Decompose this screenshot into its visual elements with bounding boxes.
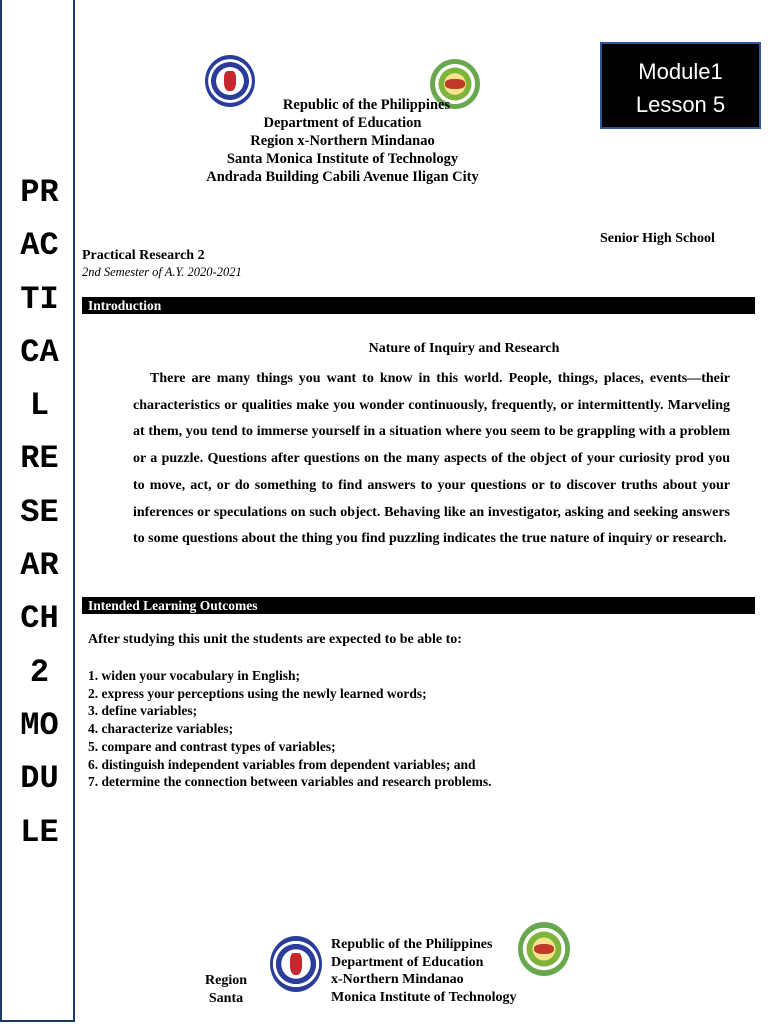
introduction-paragraph: There are many things you want to know in this world. People, things, places, events—their characteristics or qualities make you wonder continuously, frequently, or intermittently. Marveling at them, you tend to immerse yourself in a situation where you seem to be grappling with a problem or a puzzle. Questions after questions on the many aspects of the object of your curiosity prod you to move, act, or do something to find answers to your questions or to discover truths about your inferences or speculations on such object. Behaving like an investigator, asking and seeking answers to some questions about the thing you find puzzling indicates the true nature of inquiry or research. (133, 371, 730, 547)
vertical-title-line: TI (20, 280, 59, 318)
senior-high-label: Senior High School (600, 231, 715, 246)
introduction-title-text: Nature of Inquiry and Research (368, 341, 560, 356)
letterhead-department: Department of Education (263, 115, 422, 131)
list-item: 7. determine the connection between variables and research problems. (88, 774, 492, 790)
list-item: 1. widen your vocabulary in English; (88, 668, 301, 683)
footer-region: Region (205, 973, 247, 988)
letterhead-republic: Republic of the Philippines (282, 97, 451, 113)
vertical-title (2, 166, 77, 859)
outcomes-lead: After studying this unit the students are expected to be able to: (88, 632, 462, 647)
vertical-title-line: AR (20, 547, 59, 585)
footer-school-seal-icon (518, 922, 570, 976)
introduction-heading: Introduction (82, 297, 755, 314)
list-item: 6. distinguish independent variables from dependent variables; and (88, 756, 476, 772)
footer-republic: Republic of the Philippines (331, 937, 493, 952)
footer-right-text (331, 936, 517, 1006)
vertical-title-line: RE (20, 440, 59, 478)
footer-santa: Santa (208, 990, 244, 1006)
vertical-title-line: AC (20, 227, 59, 265)
vertical-title-line: SE (20, 493, 59, 531)
footer-left-text (196, 972, 256, 1007)
semester-label: 2nd Semester of A.Y. 2020-2021 (82, 265, 242, 279)
letterhead (150, 96, 535, 186)
lesson-label: Lesson 5 (635, 92, 726, 117)
vertical-title-line: PR (20, 174, 59, 211)
list-item: 2. express your perceptions using the newly learned words; (88, 685, 427, 701)
footer-deped-seal-icon (270, 936, 322, 992)
subject-title: Practical Research 2 (82, 248, 205, 263)
vertical-title-line: DU (20, 760, 59, 798)
letterhead-region: Region x-Northern Mindanao (250, 133, 435, 149)
list-item: 3. define variables; (88, 703, 198, 719)
letterhead-address: Andrada Building Cabili Avenue Iligan City (206, 169, 479, 185)
vertical-title-line: 2 (29, 653, 50, 691)
footer-mindanao: x-Northern Mindanao (331, 972, 464, 987)
vertical-title-line: LE (20, 813, 59, 851)
outcomes-list (88, 667, 491, 791)
list-item: 4. characterize variables; (88, 721, 234, 737)
module-lesson-box (600, 42, 761, 129)
vertical-title-line: CA (20, 333, 59, 371)
vertical-title-line: L (29, 387, 50, 425)
list-item: 5. compare and contrast types of variables; (88, 738, 336, 754)
outcomes-heading: Intended Learning Outcomes (82, 597, 755, 614)
footer-department: Department of Education (331, 954, 484, 970)
letterhead-school: Santa Monica Institute of Technology (226, 151, 459, 167)
vertical-title-line: MO (20, 706, 59, 744)
module-label: Module1 (638, 59, 723, 84)
sidebar-frame (0, 0, 75, 1022)
vertical-title-line: CH (20, 600, 59, 638)
footer-institute: Monica Institute of Technology (331, 989, 517, 1005)
introduction-title (0, 341, 768, 357)
